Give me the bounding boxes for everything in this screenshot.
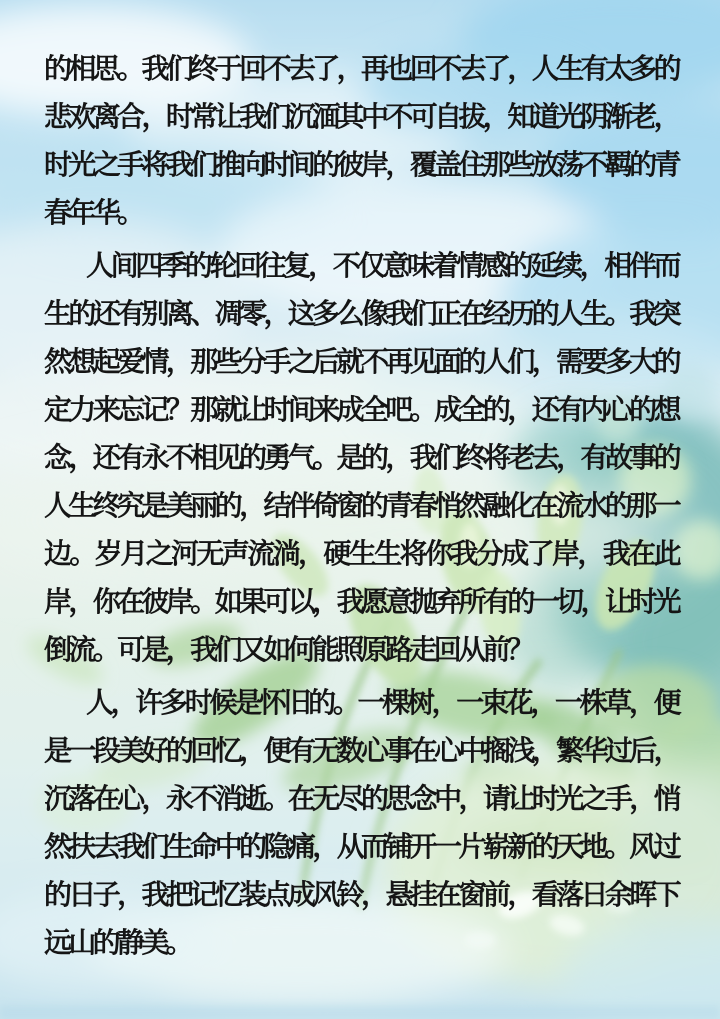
paragraph-seasons: 人间四季的轮回往复，不仅意味着情感的延续，相伴而生的还有别离、凋零，这多么像我们正在经历的人生。我突然想起爱情，那些分手之后就不再见面的人们，需要多大的定力来忘记？那就让时间来成全吧。成全的，还有内心的想念，还有永不相见的勇气。是的，我们终将老去，有故事的人生终究是美丽的，结伴倚窗的青春悄然融化在流水的那一边。岁月之河无声流淌，硬生生将你我分成了岸，我在此岸，你在彼岸。如果可以，我愿意抛弃所有的一切，让时光倒流。可是，我们又如何能照原路走回从前？: [44, 251, 678, 666]
essay-text-block: [44, 46, 678, 968]
paragraph-nostalgia: 人，许多时候是怀旧的。一棵树，一束花，一株草，便是一段美好的回忆，便有无数心事在心中搁浅，繁华过后，沉落在心，永不消逝。在无尽的思念中，请让时光之手，悄然扶去我们生命中的隐痛，从而铺开一片崭新的天地。风过的日子，我把记忆装点成风铃，悬挂在窗前，看落日余晖下远山的静美。: [44, 688, 678, 959]
paragraph-continuation: 的相思。我们终于回不去了，再也回不去了，人生有太多的悲欢离合，时常让我们沉湎其中不可自拔，知道光阴渐老，时光之手将我们推向时间的彼岸，覆盖住那些放荡不羁的青春年华。: [44, 54, 678, 229]
